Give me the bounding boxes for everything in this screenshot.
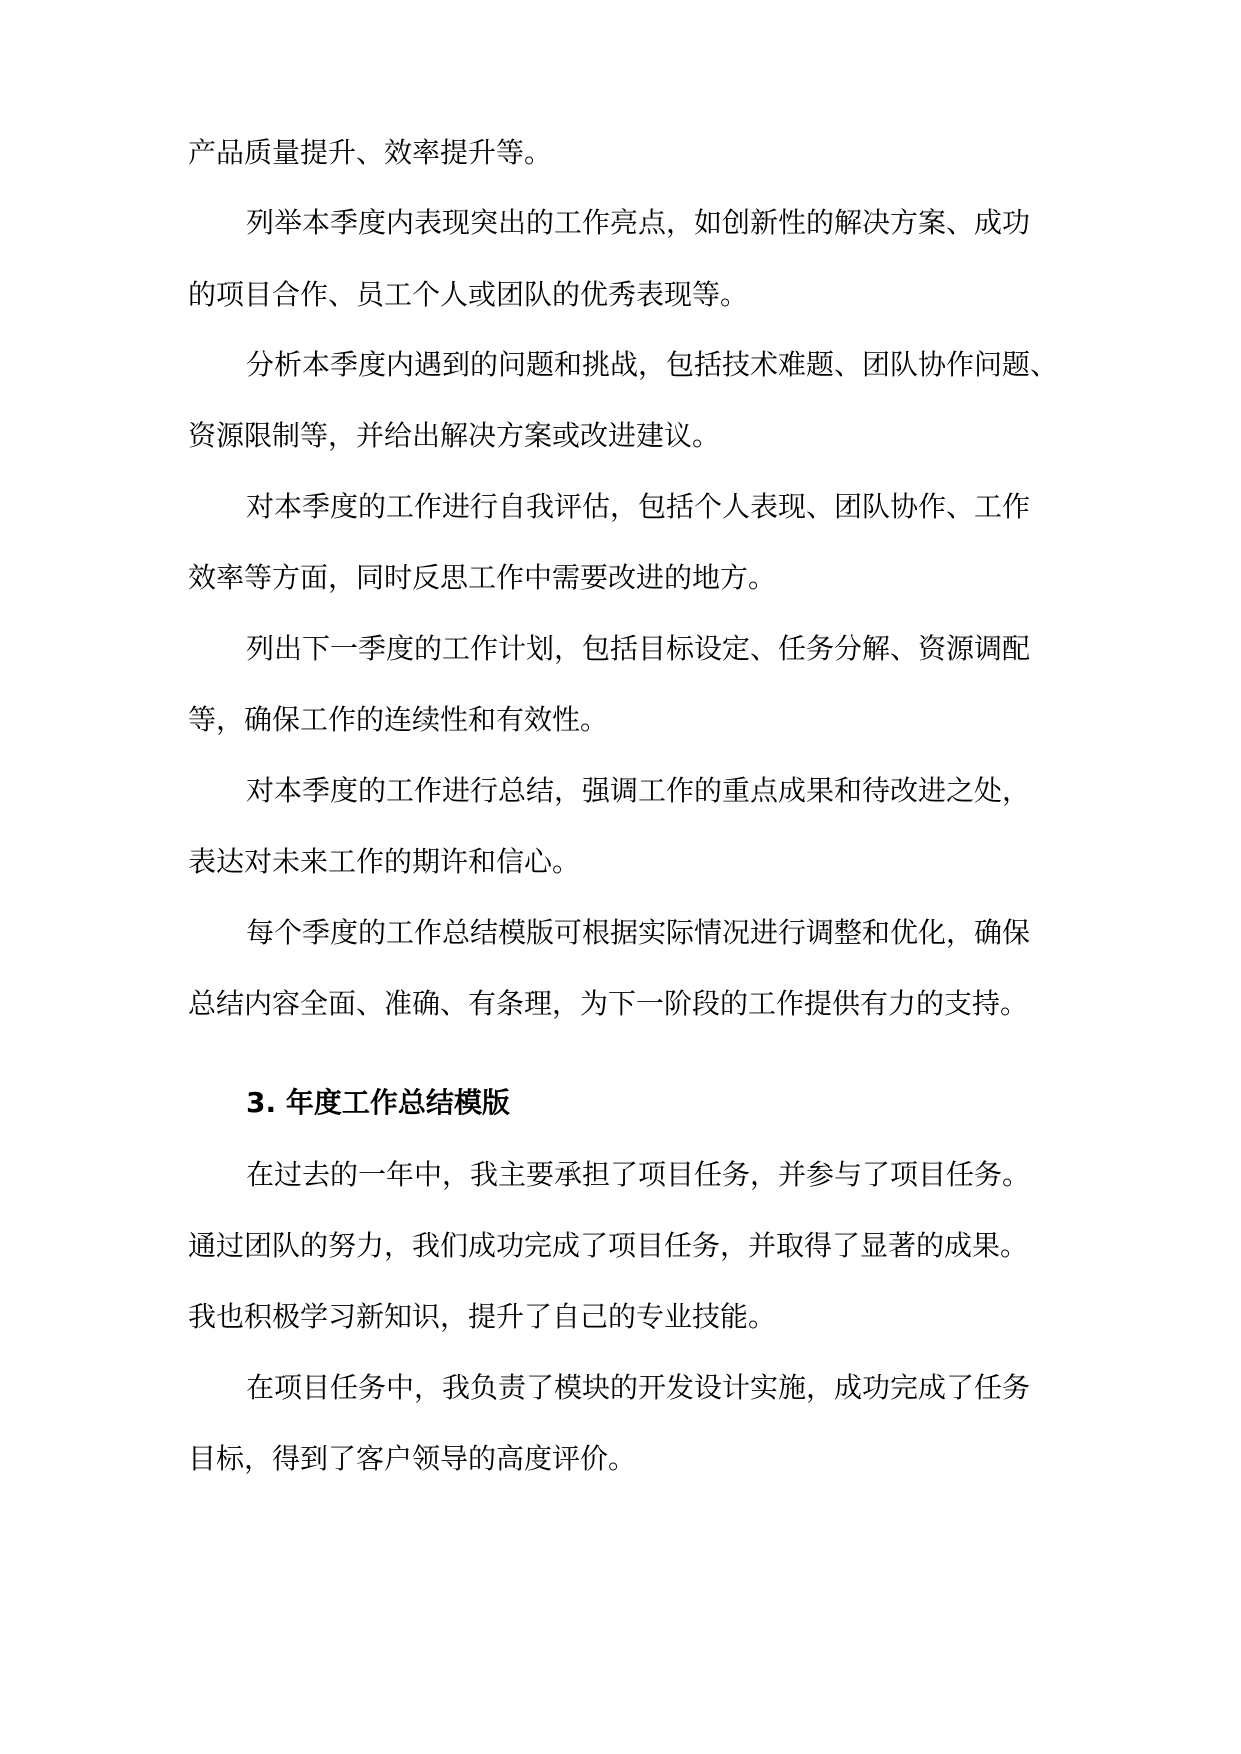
paragraph-line: 通过团队的努力，我们成功完成了项目任务，并取得了显著的成果。: [188, 1229, 1029, 1262]
paragraph-line: 表达对未来工作的期许和信心。: [188, 845, 581, 878]
paragraph-line: 的项目合作、员工个人或团队的优秀表现等。: [188, 278, 749, 311]
paragraph-line: 资源限制等，并给出解决方案或改进建议。: [188, 419, 721, 452]
paragraph-line: 分析本季度内遇到的问题和挑战，包括技术难题、团队协作问题、: [246, 348, 1059, 381]
paragraph-line: 对本季度的工作进行总结，强调工作的重点成果和待改进之处，: [246, 774, 1031, 807]
paragraph-line: 列出下一季度的工作计划，包括目标设定、任务分解、资源调配: [246, 632, 1031, 665]
paragraph-line: 我也积极学习新知识，提升了自己的专业技能。: [188, 1300, 777, 1333]
paragraph-line: 对本季度的工作进行自我评估，包括个人表现、团队协作、工作: [246, 490, 1031, 523]
paragraph-line: 总结内容全面、准确、有条理，为下一阶段的工作提供有力的支持。: [188, 987, 1029, 1020]
paragraph-line: 在项目任务中，我负责了模块的开发设计实施，成功完成了任务: [246, 1371, 1031, 1404]
paragraph-line: 产品质量提升、效率提升等。: [188, 136, 553, 169]
section-heading: 3. 年度工作总结模版: [246, 1086, 510, 1119]
paragraph-line: 等，确保工作的连续性和有效性。: [188, 703, 609, 736]
paragraph-line: 效率等方面，同时反思工作中需要改进的地方。: [188, 561, 777, 594]
paragraph-line: 每个季度的工作总结模版可根据实际情况进行调整和优化，确保: [246, 916, 1031, 949]
paragraph-line: 在过去的一年中，我主要承担了项目任务，并参与了项目任务。: [246, 1158, 1031, 1191]
paragraph-line: 列举本季度内表现突出的工作亮点，如创新性的解决方案、成功: [246, 206, 1031, 239]
paragraph-line: 目标，得到了客户领导的高度评价。: [188, 1442, 637, 1475]
